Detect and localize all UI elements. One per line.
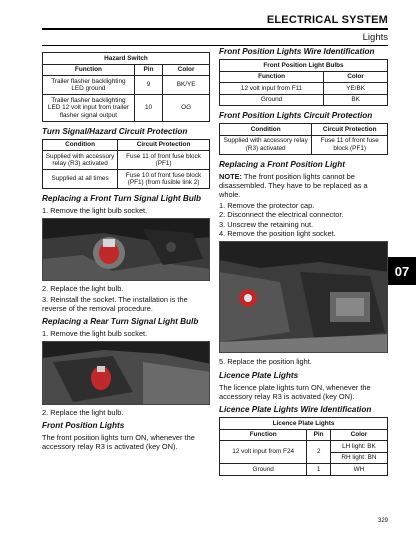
turn-hazard-table xyxy=(42,139,210,190)
table-row xyxy=(220,83,388,95)
fpl-wire-table xyxy=(219,59,388,106)
chapter-tab: 07 xyxy=(388,257,416,285)
col-header: Circuit Protection xyxy=(118,139,210,151)
hazard-switch-table xyxy=(42,52,210,122)
col-header: Color xyxy=(163,64,210,76)
table-row xyxy=(43,76,210,95)
body-text: The licence plate lights turn ON, whenever the accessory relay R3 is activated (key ON). xyxy=(219,383,371,401)
table-cell: 12 volt input from F24 xyxy=(220,441,307,464)
table-cell: Ground xyxy=(220,464,307,476)
step-text: 2. Replace the light bulb. xyxy=(42,284,124,293)
table-cell: Supplied with accessory relay (R3) activated xyxy=(220,135,312,154)
col-header: Pin xyxy=(134,64,162,76)
note-label: NOTE: xyxy=(219,171,242,181)
page-number: 329 xyxy=(377,518,388,524)
page-header xyxy=(42,14,388,46)
heading-fpl-circuit: Front Position Lights Circuit Protection xyxy=(219,111,373,120)
heading-turn-hazard: Turn Signal/Hazard Circuit Protection xyxy=(42,126,188,136)
col-header: Condition xyxy=(43,139,118,151)
table-caption: Licence Plate Lights xyxy=(220,418,388,430)
section-title: ELECTRICAL SYSTEM xyxy=(266,14,388,26)
rear-turn-signal-photo xyxy=(42,341,210,405)
table-cell: Fuse 10 of front fuse block (PF1) (from fusible link 2) xyxy=(118,170,210,189)
subheader-rule xyxy=(42,45,388,46)
table-caption: Front Position Light Bulbs xyxy=(220,60,388,72)
table-cell: Ground xyxy=(220,94,324,106)
left-column xyxy=(42,52,210,453)
step-text: 2. Replace the light bulb. xyxy=(42,408,124,417)
heading-rear-turn: Replacing a Rear Turn Signal Light Bulb xyxy=(42,317,199,326)
table-cell: RH light: BN xyxy=(330,452,387,464)
note-text: The front position lights cannot be disassembled. They have to be replaced as a whole. xyxy=(219,171,368,199)
subsection-title: Lights xyxy=(362,32,388,43)
table-cell: 12 volt input from F11 xyxy=(220,83,324,95)
table-row xyxy=(43,170,210,189)
col-header: Function xyxy=(43,64,135,76)
table-cell: WH xyxy=(330,464,387,476)
table-cell: OG xyxy=(163,95,210,122)
table-cell: Fuse 11 of front fuse block (PF1) xyxy=(312,135,388,154)
col-header: Color xyxy=(324,71,388,83)
list-item: 1. Remove the protector cap. xyxy=(219,200,315,210)
table-row xyxy=(43,95,210,122)
heading-front-turn: Replacing a Front Turn Signal Light Bulb xyxy=(42,194,202,203)
table-row xyxy=(220,464,388,476)
list-item: 2. Disconnect the electrical connector. xyxy=(219,210,344,219)
table-cell: Supplied with accessory relay (R3) activated xyxy=(43,151,118,170)
step-text: 1. Remove the light bulb socket. xyxy=(42,206,148,215)
table-row xyxy=(220,441,388,453)
table-cell: BK xyxy=(324,94,388,106)
step-text: 5. Replace the position light. xyxy=(219,357,312,366)
list-item: 4. Remove the position light socket. xyxy=(219,229,336,238)
table-cell: YE/BK xyxy=(324,83,388,95)
table-cell: 2 xyxy=(307,441,331,464)
table-cell: Supplied at all times xyxy=(43,170,118,189)
table-cell: Trailer flasher backlighting LED ground xyxy=(43,76,135,95)
table-row xyxy=(43,151,210,170)
table-row xyxy=(220,94,388,106)
step-text: 3. Reinstall the socket. The installation is the reverse of the removal procedure. xyxy=(42,295,188,313)
front-turn-signal-photo xyxy=(42,218,210,281)
col-header: Circuit Protection xyxy=(312,124,388,136)
header-rule xyxy=(42,28,388,30)
body-text: The front position lights turn ON, whenever the accessory relay R3 is activated (key ON). xyxy=(42,433,195,451)
col-header: Condition xyxy=(220,124,312,136)
table-cell: 10 xyxy=(134,95,162,122)
col-header: Color xyxy=(330,429,387,441)
table-cell: 1 xyxy=(307,464,331,476)
procedure-list xyxy=(219,201,388,239)
note-paragraph xyxy=(219,172,388,199)
heading-fpl-wire: Front Position Lights Wire Identification xyxy=(219,47,375,56)
table-row xyxy=(220,135,388,154)
table-cell: BK/YE xyxy=(163,76,210,95)
lpl-wire-table xyxy=(219,417,388,476)
table-caption: Hazard Switch xyxy=(43,53,210,65)
step-text: 1. Remove the light bulb socket. xyxy=(42,329,148,338)
heading-lpl-wire: Licence Plate Lights Wire Identification xyxy=(219,405,372,414)
table-cell: Fuse 11 of front fuse block (PF1) xyxy=(118,151,210,170)
col-header: Function xyxy=(220,71,324,83)
front-position-light-photo xyxy=(219,241,388,353)
heading-licence-plate: Licence Plate Lights xyxy=(219,371,299,380)
heading-replace-fpl: Replacing a Front Position Light xyxy=(219,159,345,169)
col-header: Function xyxy=(220,429,307,441)
table-cell: 9 xyxy=(134,76,162,95)
right-column xyxy=(219,47,388,476)
table-cell: Trailer flasher backlighting LED 12 volt input from trailer flasher signal output xyxy=(43,95,135,122)
col-header: Pin xyxy=(307,429,331,441)
table-cell: LH light: BK xyxy=(330,441,387,453)
list-item: 3. Unscrew the retaining nut. xyxy=(219,219,314,229)
fpl-circuit-table xyxy=(219,123,388,155)
heading-front-position: Front Position Lights xyxy=(42,421,125,430)
